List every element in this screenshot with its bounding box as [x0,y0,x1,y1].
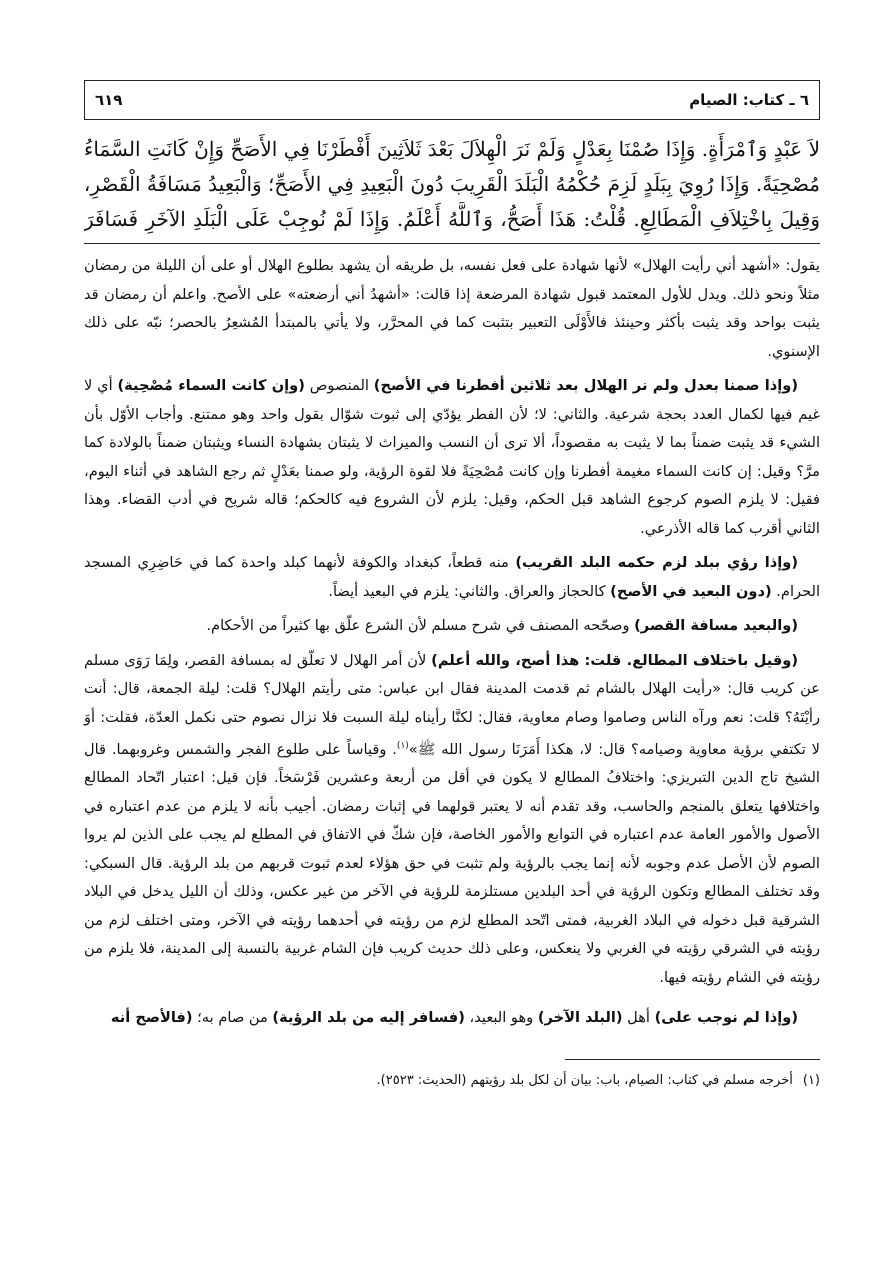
quoted-main-text: (البلد الآخر) [537,1009,623,1027]
commentary-paragraph: (وإذا صمنا بعدل ولم نر الهلال بعد ثلاثين أفطرنا في الأصح) المنصوص (وإن كانت السماء مُصْحِية) أي لا غيم فيها لكمال العدد بحجة شرعية. والثاني: لا؛ لأن الفطر يؤدّي إلى ثبوت شوّال بقول واحد وهو ممتنع. وأجاب الأوّل بأن الشيء قد يثبت ضمناً بما لا يثبت به مقصوداً، ألا ترى أن النسب والميراث لا يثبتان بشهادة النساء ويثبتان ضمناً بالولادة كما مرَّ؟ وقيل: إن كانت السماء مغيمة أفطرنا وإن كانت مُصْحِيَةً فلا لقوة الرؤية، ولو صمنا بعَدْلٍ ثم رجع الشاهد في أثناء اليوم، فقيل: لا يلزم الصوم كرجوع الشاهد قبل الحكم، وقيل: يلزم لأن الشروع فيه كالحكم؛ قاله شريح في أدب القضاء. وهذا الثاني أقرب كما قاله الأذرعي. [84,377,820,537]
commentary [84,252,820,1033]
main-text-separator [84,243,820,244]
quoted-main-text: (وقيل باختلاف المطالع. قلت: هذا أصح، والله أعلم) [431,651,799,669]
quoted-main-text: (وإذا رؤي ببلد لزم حكمه البلد القريب) [515,554,798,571]
footnote-separator [565,1059,820,1060]
main-text-line: مُصْحِيَةً. وَإِذَا رُوِيَ بِبَلَدٍ لَزِمَ حُكْمُهُ الْبَلَدَ الْقَرِيبَ دُونَ الْبَعِيدِ فِي الأَصَحِّ؛ وَالْبَعِيدُ مَسَافَةُ الْقَصْرِ، [84,172,820,196]
running-header [84,80,820,120]
commentary-paragraph: (وإذا لم نوجب على) أهل (البلد الآخر) وهو البعيد، (فسافر إليه من بلد الرؤية) من صام به؛ (فالأصح أنه [110,1009,798,1027]
footnote-reference[interactable]: (١) [396,741,409,751]
commentary-paragraph: (والبعيد مسافة القصر) وصحّحه المصنف في شرح مسلم لأن الشرع علّق بها كثيراً من الأحكام. [206,617,798,634]
quoted-main-text: (فالأصح أنه [110,1009,193,1027]
quoted-main-text: (والبعيد مسافة القصر) [634,617,798,634]
chapter-title: ٦ ـ كتاب: الصيام [689,91,809,109]
book-page [84,80,820,1092]
main-text [84,132,820,237]
footnote-text: أخرجه مسلم في كتاب: الصيام، باب: بيان أن لكل بلد رؤيتهم (الحديث: ٢٥٢٣). [376,1072,793,1088]
commentary-paragraph: (وإذا رؤي ببلد لزم حكمه البلد القريب) منه قطعاً، كبغداد والكوفة لأنهما كبلد واحدة كما في حَاضِرِي المسجد الحرام. (دون البعيد في الأصح) كالحجاز والعراق. والثاني: يلزم في البعيد أيضاً. [84,554,820,600]
commentary-paragraph: (وقيل باختلاف المطالع. قلت: هذا أصح، والله أعلم) لأن أمر الهلال لا تعلّق له بمسافة القصر، ولِمَا رَوَى مسلم عن كريب قال: «رأيت الهلال بالشام ثم قدمت المدينة فقال ابن عباس: متى رأيتم الهلال؟ قلت: ليلة الجمعة، قال: أنت رأيْتَهُ؟ قلت: نعم ورآه الناس وصاموا وصام معاوية، فقال: لكنَّا رأيناه ليلة السبت فلا نزال نصوم حتى نكمل العدّة، فقلت: أوَ لا تكتفي برؤية معاوية وصيامه؟ قال: لا، هكذا أَمَرَنَا رسول الله ﷺ»$^{(١)}$. وقياساً على طلوع الفجر والشمس وغروبهما. قال الشيخ تاج الدين التبريزي: واختلافُ المطالع لا يكون في أقل من أربعة وعشرين فَرْسَخاً. فإن قيل: اعتبار اتّحاد المطالع واختلافها يتعلق بالمنجم والحاسب، وقد تقدم أنه لا يعتبر قولهما في إثبات رمضان. أجيب بأنه لا يلزم من عدم اعتباره في الأصول والأمور العامة عدم اعتباره في التوابع والأمور الخاصة، فإن شكّ في الاتفاق في المطلع لم يجب على الذين لم يروا الصوم لأن الأصل عدم وجوبه لأنه إنما يجب بالرؤية ولم تثبت في حق هؤلاء لعدم ثبوت قربهم من بلد الرؤية. قال السبكي: وقد تختلف المطالع وتكون الرؤية في أحد البلدين مستلزمة للرؤية في الآخر من غير عكس، وذلك أن الليل يدخل في البلاد الشرقية قبل دخوله في البلاد الغربية، فمتى اتّحد المطلع لزم من رؤيته في أحدهما رؤيته في الآخر، ومتى اختلف لزم من رؤيته في الشرقي رؤيته في الغربي ولا ينعكس، وعلى ذلك حديث كريب فإن الشام غربية بالنسبة إلى المدينة، فلا يلزم من رؤيته في الشام رؤيته فيها. [84,651,820,986]
quoted-main-text: (وإذا صمنا بعدل ولم نر الهلال بعد ثلاثين أفطرنا في الأصح) [373,377,798,394]
page-number: ٦١٩ [95,91,123,109]
footnote [84,1070,820,1092]
main-text-line: وَقِيلَ بِاخْتِلاَفِ الْمَطَالِعِ. قُلْتُ: هَذَا أَصَحُّ، وَٱللَّهُ أَعْلَمُ. وَإِذَا لَمْ نُوجِبْ عَلَى الْبَلَدِ الآخَرِ فَسَافَرَ [84,207,820,231]
quoted-main-text: (فسافر إليه من بلد الرؤية) [272,1009,465,1027]
main-text-line: لاَ عَبْدٍ وَٱمْرَأَةٍ. وَإِذَا صُمْنَا بِعَدْلٍ وَلَمْ نَرَ الْهِلاَلَ بَعْدَ ثَلاَثِينَ أَفْطَرْنَا فِي الأَصَحِّ وَإِنْ كَانَتِ السَّمَاءُ [84,137,820,161]
quoted-main-text: (وإذا لم نوجب على) [654,1009,798,1027]
quoted-main-text: (دون البعيد في الأصح) [610,582,772,600]
commentary-paragraph: يقول: «أشهد أني رأيت الهلال» لأنها شهادة على فعل نفسه، بل طريقه أن يشهد بطلوع الهلال أو على أن الليلة من رمضان مثلاً ونحو ذلك. ويدل للأول المعتمد قبول شهادة المرضعة إذا قالت: «أشهدُ أني أرضعته» على الأصح. واعلم أن رمضان قد يثبت بواحد وقد يثبت بأكثر وحينئذ فالأَوْلَى التعبير بتثبت كما في المحرَّر، ولا يأتي بالمبتدأ المُشعِرُ بالحصر؛ نبّه على ذلك الإسنوي. [84,257,820,360]
footnote-number: (١) [802,1072,820,1088]
quoted-main-text: (وإن كانت السماء مُصْحِية) [117,377,305,394]
